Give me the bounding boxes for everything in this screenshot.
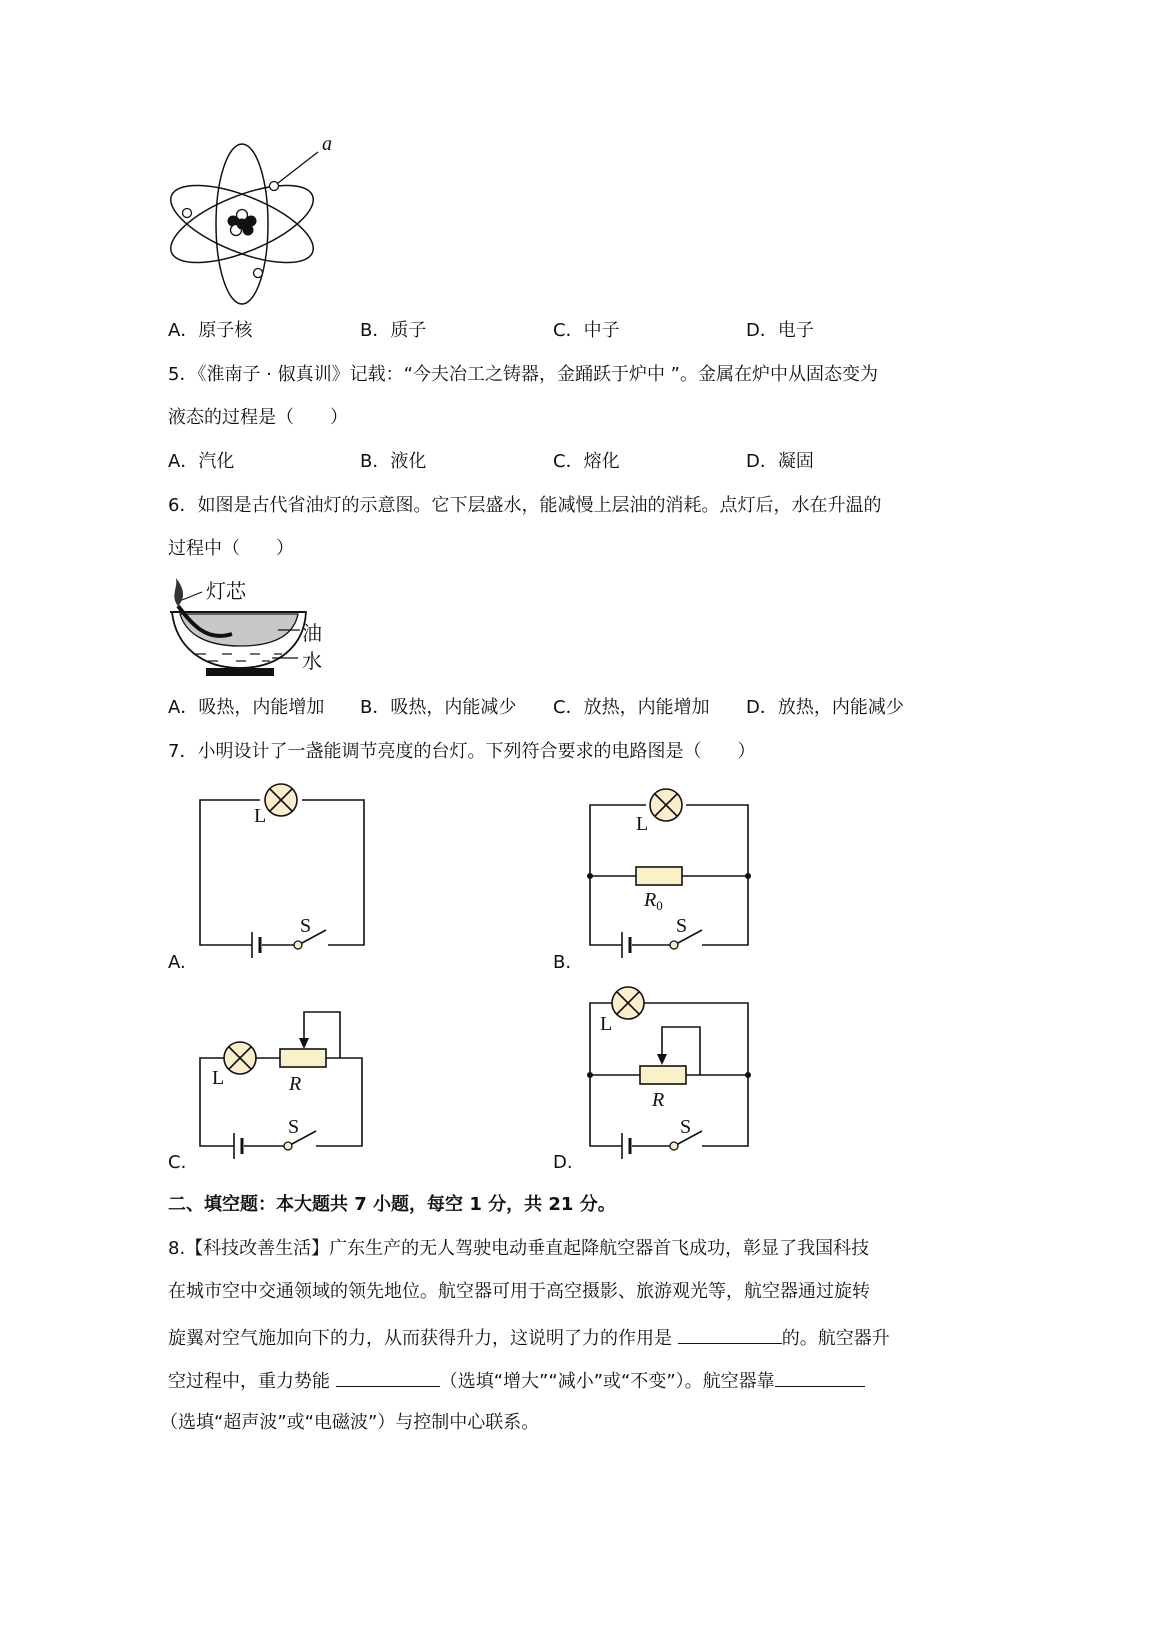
option-d: D. [553, 1152, 573, 1173]
switch-icon [670, 941, 678, 949]
q8-line1: 8.【科技改善生活】广东生产的无人驾驶电动垂直起降航空器首飞成功，彰显了我国科技 [168, 1238, 870, 1259]
section-heading: 二、填空题：本大题共 7 小题，每空 1 分，共 21 分。 [168, 1194, 616, 1215]
rheostat-r [640, 1066, 686, 1084]
label-s: S [680, 1116, 692, 1138]
answer-blank-1[interactable] [678, 1323, 782, 1344]
option-c: C．放热，内能增加 [553, 697, 710, 718]
option-c: C. [168, 1152, 187, 1173]
electron [183, 209, 192, 218]
option-d: D．放热，内能减少 [746, 697, 904, 718]
answer-blank-2[interactable] [336, 1366, 440, 1387]
q5-stem-line1: 5．《淮南子 · 俶真训》记载：“今夫冶工之铸器，金踊跃于炉中 ”。金属在炉中从固态变为 [168, 364, 878, 385]
q8-line4 [168, 1366, 865, 1395]
label-r: R [289, 1073, 302, 1095]
option-b: B．液化 [360, 451, 427, 472]
option-a: A．原子核 [168, 320, 253, 341]
label-l: L [254, 805, 267, 827]
q8-text: （选填“增大”“减小”或“不变”）。航空器靠 [439, 1371, 775, 1392]
label-wick: 灯芯 [206, 579, 246, 603]
q5-stem-line2: 液态的过程是（ ） [168, 407, 348, 428]
option-c: C．中子 [553, 320, 620, 341]
label-l: L [636, 813, 649, 835]
electron [270, 182, 279, 191]
label-l: L [600, 1013, 613, 1035]
label-r: R [652, 1089, 665, 1111]
option-a: A．汽化 [168, 451, 235, 472]
q8-line3 [168, 1323, 890, 1352]
rheostat-r [280, 1049, 326, 1067]
flame-icon [174, 578, 183, 606]
q6-stem-line2: 过程中（ ） [168, 538, 294, 559]
q6-stem-line1: 6．如图是古代省油灯的示意图。它下层盛水，能减慢上层油的消耗。点灯后，水在升温的 [168, 495, 882, 516]
option-d: D．电子 [746, 320, 814, 341]
label-a: a [322, 133, 332, 155]
q8-text: 旋翼对空气施加向下的力，从而获得升力，这说明了力的作用是 [168, 1328, 678, 1349]
label-s: S [300, 915, 312, 937]
label-leader-line [278, 152, 318, 183]
q8-text: 的。航空器升 [781, 1328, 890, 1349]
circuit-c [190, 1000, 380, 1170]
circuit-b [580, 780, 760, 970]
lamp-icon [265, 784, 297, 816]
option-b: B. [553, 952, 572, 973]
resistor-r0 [636, 867, 682, 885]
circuit-a [190, 775, 380, 965]
label-s: S [676, 915, 688, 937]
lamp-icon [224, 1042, 256, 1074]
answer-blank-3[interactable] [775, 1366, 865, 1387]
option-d: D．凝固 [746, 451, 814, 472]
electron [254, 269, 263, 278]
option-a: A．吸热，内能增加 [168, 697, 325, 718]
option-b: B．吸热，内能减少 [360, 697, 517, 718]
nucleus [228, 210, 257, 236]
lamp-base [206, 668, 274, 676]
option-c: C．熔化 [553, 451, 620, 472]
q8-line5: （选填“超声波”或“电磁波”）与控制中心联系。 [160, 1412, 540, 1433]
q8-line2: 在城市空中交通领域的领先地位。航空器可用于高空摄影、旅游观光等，航空器通过旋转 [168, 1281, 870, 1302]
atom-diagram [160, 130, 360, 310]
label-water: 水 [302, 649, 322, 673]
circuit-d [580, 982, 760, 1170]
option-b: B．质子 [360, 320, 427, 341]
label-s: S [288, 1116, 300, 1138]
switch-icon [670, 1142, 678, 1150]
lamp-icon [650, 789, 682, 821]
oil-lamp-diagram [160, 572, 340, 682]
q7-stem: 7．小明设计了一盏能调节亮度的台灯。下列符合要求的电路图是（ ） [168, 741, 756, 762]
lamp-icon [612, 987, 644, 1019]
label-oil: 油 [302, 621, 322, 645]
q8-text: 空过程中，重力势能 [168, 1371, 336, 1392]
switch-icon [294, 941, 302, 949]
label-l: L [212, 1067, 225, 1089]
option-a: A. [168, 952, 186, 973]
switch-icon [284, 1142, 292, 1150]
label-r0: $R_0$ [644, 889, 663, 913]
